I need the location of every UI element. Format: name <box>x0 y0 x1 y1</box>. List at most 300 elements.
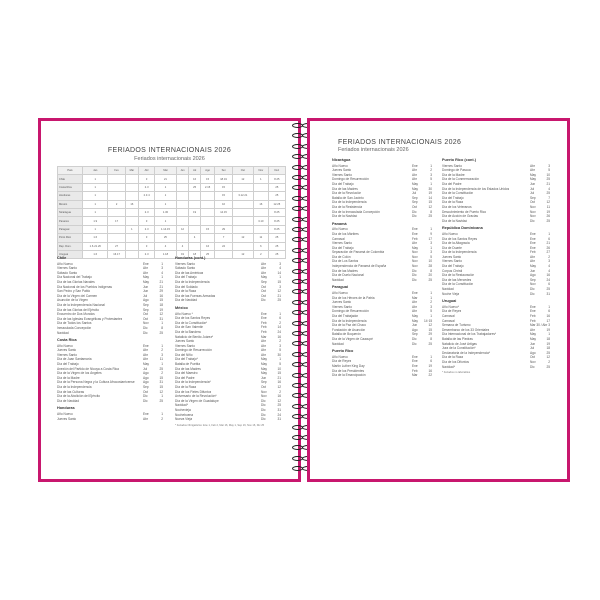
holiday-list-item: Día del Trabajo May 1 <box>332 245 432 250</box>
holiday-list-item: Viernes Santo Abr 3 <box>332 304 432 309</box>
holiday-list-item: Día de Navidad Dic 25 <box>57 398 163 403</box>
holiday-list-item: Noche Vieja Dic 31 <box>442 291 550 296</box>
holiday-list-item: Día de los Mártires Ene 9 <box>332 231 432 236</box>
table-header-cell: Jun <box>176 167 189 175</box>
holiday-days-cell <box>108 175 125 183</box>
country-heading: Uruguai <box>442 299 457 304</box>
holiday-list-item: Día de Reyes Ene 6 <box>332 359 432 364</box>
page-title: FERIADOS INTERNACIONAIS 2026 <box>338 139 462 146</box>
country-heading: Panamá <box>332 221 347 226</box>
country-cell: Nicarágua <box>58 208 83 216</box>
holiday-list-item: Batalla de las Piedras May 18 <box>442 336 550 341</box>
holiday-days-cell: 2·3·4 <box>139 192 155 200</box>
holiday-days-cell: 1 <box>83 200 108 208</box>
holiday-days-cell: 1·6 <box>83 250 108 258</box>
page-subtitle: Feriados internacionais 2026 <box>338 147 409 153</box>
holiday-days-cell: 6 <box>254 242 269 250</box>
holiday-days-cell: 15 <box>215 183 232 191</box>
table-header-cell: Mar <box>125 167 138 175</box>
holiday-list-item: Día del Trabajo May 1 <box>332 181 432 186</box>
holiday-days-cell: 12 <box>232 250 253 258</box>
holiday-list-item: Año Nuevo Ene 1 <box>57 261 163 266</box>
holiday-days-cell <box>108 192 125 200</box>
holiday-days-cell: 1 <box>83 208 108 216</box>
holiday-list-item: Navidad Dic 25 <box>332 341 432 346</box>
country-cell: Chile <box>58 175 83 183</box>
holiday-days-cell: 17 <box>108 217 125 225</box>
holiday-days-cell: 16 <box>254 200 269 208</box>
holiday-list-item: Navidad* Dic 25 <box>175 403 281 408</box>
holiday-list-item: Día de la Independencia de los Estados Unidos Jul 4 <box>442 186 550 191</box>
holiday-list-item: Día de la Navidad Dic 25 <box>332 214 432 219</box>
holiday-list-item: Nochevieja Dic 31 <box>175 408 281 412</box>
holiday-days-cell <box>254 208 269 216</box>
holiday-days-cell: 15 <box>200 225 215 233</box>
table-row <box>58 175 286 183</box>
holiday-days-cell <box>176 217 189 225</box>
holiday-list-item: Sábado Santo Abr 4 <box>175 266 281 271</box>
holiday-days-cell <box>200 200 215 208</box>
holiday-days-cell: 12 <box>176 225 189 233</box>
holiday-list-item: Día de la Virgen de Guadalupe Dic 12 <box>175 398 281 403</box>
holiday-days-cell: 4 <box>155 242 176 250</box>
table-header-cell: Jan <box>83 167 108 175</box>
holiday-list-item: Batalla de Boquerón Sep 29 <box>332 332 432 337</box>
holiday-list-item: Año Nuevo Ene 1 <box>332 354 432 359</box>
holiday-days-cell <box>176 208 189 216</box>
holiday-days-cell: 1 <box>155 192 176 200</box>
country-cell: México <box>58 200 83 208</box>
holiday-list-item: Jura de la Constitución* Jul 18 <box>442 346 550 351</box>
table-row <box>58 225 286 233</box>
holiday-list-item: Día de Juan Santamaría Abr 11 <box>57 357 163 362</box>
holiday-list-item: Día Nacional del Trabajo May 1 <box>57 275 163 280</box>
holiday-list-item: Día de la Raza Oct 12 <box>175 289 281 294</box>
table-header-cell: Mai <box>155 167 176 175</box>
holiday-days-cell: 4 <box>189 234 200 242</box>
holiday-days-cell: 1·6 <box>83 234 108 242</box>
holiday-days-cell <box>108 225 125 233</box>
holiday-list-item: Día de la Inmaculada Concepción Dic 8 <box>332 209 432 214</box>
holiday-days-cell: 21 <box>155 175 176 183</box>
holiday-list-item: Día de las Mercedes Sep 24 <box>442 277 550 282</box>
holiday-list-item: Domingo de Resurrección Abr 5 <box>332 309 432 314</box>
holiday-list-item: Jueves Santo Abr 2 <box>442 254 550 259</box>
holiday-days-cell <box>189 192 200 200</box>
table-row <box>58 200 286 208</box>
holiday-list-item: Natalicio de Benito Juárez* Mar 16 <box>175 334 281 339</box>
holiday-days-cell: 1 <box>125 225 138 233</box>
holiday-list-item: Día de las Madres Dic 8 <box>332 268 432 273</box>
holiday-list-item: Día de la Virgen de los Ángeles Ago 2 <box>57 371 163 376</box>
holiday-list-item: Día de la Independencia Sep 15 <box>175 279 281 284</box>
holiday-list-item: Declaratoria de la Independencia* Ago 25 <box>442 350 550 355</box>
holiday-list-item: Día del Padre Jun 21 <box>442 181 550 186</box>
holiday-days-cell <box>232 217 253 225</box>
holiday-list-item: Día de la Conmemoración May 25 <box>442 177 550 182</box>
holiday-list-item: Día de la Raza Oct 12 <box>175 385 281 390</box>
holiday-days-cell: 16 <box>200 242 215 250</box>
country-heading: Nicarágua <box>332 158 351 162</box>
holiday-days-cell: 25 <box>268 183 285 191</box>
holiday-list-item: Domingo de Resurrección Abr 5 <box>332 177 432 182</box>
holiday-list-item: Día de San Valentín Feb 14 <box>175 325 281 330</box>
holiday-days-cell: 19 <box>189 208 200 216</box>
holiday-days-cell <box>200 234 215 242</box>
holiday-days-cell: 3 <box>139 175 155 183</box>
holiday-days-cell: 3 <box>139 217 155 225</box>
country-cell: Panamá <box>58 217 83 225</box>
holiday-list-item: Año Nuevo Ene 1 <box>332 227 432 232</box>
holiday-list-item: Jueves Santo Abr 2 <box>332 300 432 305</box>
holiday-list-item: Día de la Independencia Feb 27 <box>442 250 550 255</box>
holiday-days-cell <box>139 200 155 208</box>
holiday-days-cell <box>254 225 269 233</box>
holiday-list-item: Día de Duelo Nacional Dic 20 <box>332 273 432 278</box>
holiday-list-item: Natalicio de José Artigas Jun 19 <box>442 341 550 346</box>
holiday-days-cell <box>125 234 138 242</box>
holiday-list-item: Navidad* Dic 25 <box>442 364 550 369</box>
holiday-list-item: Viernes Santo Abr 3 <box>57 266 163 271</box>
holiday-list-item: Día de la Constitución Nov 6 <box>442 282 550 287</box>
holiday-list-item: Día de Todos los Santos Nov 1 <box>57 321 163 326</box>
holiday-list-item: Jueves Santo Abr 2 <box>57 348 163 353</box>
holiday-list-item: Encuentro de Dos Mundos Oct 12 <box>57 312 163 317</box>
holiday-list-item: Carnaval Feb 17 <box>442 318 550 323</box>
holiday-list-item: Día de las Américas Abr 14 <box>175 270 281 275</box>
holiday-days-cell: 1 <box>83 192 108 200</box>
holiday-list-item: Día de los Presidentes Feb 16 <box>332 368 432 373</box>
holiday-days-cell <box>189 200 200 208</box>
holiday-list-item: Día de las Madres May 10 <box>175 366 281 371</box>
holiday-list-item: Día del Maestro May 15 <box>175 371 281 376</box>
holiday-list-item: Batalla de Puebla May 5 <box>175 362 281 367</box>
holiday-list-item: Jueves Santo Abr 2 <box>175 339 281 344</box>
holiday-list-item: Día del Trabajo May 1 <box>175 275 281 280</box>
holiday-list-item: Viernes Santo Abr 3 <box>57 352 163 357</box>
country-cell: Uruguai <box>58 250 83 258</box>
holiday-list-item: Viernes Santo Abr 3 <box>332 241 432 246</box>
table-header-cell: Fev <box>108 167 125 175</box>
holiday-list-item: Viernes Santo Abr 3 <box>442 259 550 264</box>
holiday-days-cell: 18 <box>189 250 200 258</box>
holiday-list-item: Año Nuevo Ene 1 <box>57 412 163 416</box>
holiday-days-cell: 2·3 <box>139 225 155 233</box>
country-heading: Puerto Rico (cont.) <box>442 158 476 162</box>
holiday-list-item: Día de la Independencia Sep 15 <box>332 200 432 205</box>
holiday-days-cell: 1·9 <box>83 217 108 225</box>
country-cell: Costa Rica <box>58 183 83 191</box>
holiday-list-item: Día de la Persona Negra y la Cultura Afrocostarricense Ago 31 <box>57 380 163 385</box>
holiday-days-cell: 27 <box>108 242 125 250</box>
holiday-list-item: Nochebuena Dic 24 <box>175 412 281 417</box>
holiday-list-item: Día de las Glorias del Ejército Sep 19 <box>57 307 163 312</box>
holiday-days-cell: 15 <box>215 192 232 200</box>
holiday-days-cell: 25 <box>268 250 285 258</box>
holiday-days-cell: 1 <box>83 225 108 233</box>
holiday-days-cell <box>232 242 253 250</box>
holiday-list-item: Sábado Santo Abr 4 <box>57 270 163 275</box>
holiday-list-item: Descubrimiento de Puerto Rico Nov 19 <box>442 209 550 214</box>
holiday-days-cell: 1 <box>83 183 108 191</box>
holiday-list-item: Día del Soldado Oct 3 <box>175 284 281 289</box>
holiday-list-item: Día de la Virgen del Carmen Jul 16 <box>57 293 163 298</box>
country-heading: República Dominicana <box>442 226 483 231</box>
holiday-list-item: Día de Los Santos Nov 10 <box>332 259 432 264</box>
holiday-list-item: Año Nuevo* Ene 1 <box>442 304 550 309</box>
holiday-days-cell: 29 <box>215 225 232 233</box>
holiday-days-cell: 8·25 <box>268 208 285 216</box>
holiday-days-cell <box>125 183 138 191</box>
holiday-days-cell: 25 <box>268 234 285 242</box>
country-cell: Paraguai <box>58 225 83 233</box>
holiday-list-item: Día de los Santos Reyes Ene 6 <box>442 236 550 241</box>
country-heading: Honduras (cont.) <box>175 256 206 260</box>
holiday-list-item: Día de la Resistencia Oct 12 <box>332 204 432 209</box>
holiday-list-item: Jueves Santo Abr 2 <box>57 416 163 421</box>
holiday-days-cell: 15 <box>200 175 215 183</box>
holiday-list-item: Navidad Dic 25 <box>442 287 550 292</box>
holiday-list-item: Día de los Difuntos Nov 2 <box>442 359 550 364</box>
holiday-list-item: Separación de Panamá de Colombia Nov 3 <box>332 250 432 255</box>
holiday-days-cell: 2 <box>108 200 125 208</box>
table-header-cell: Ago <box>200 167 215 175</box>
holiday-list-item: Día del Trabajo Sep 7 <box>442 195 550 200</box>
holiday-days-cell <box>232 208 253 216</box>
holiday-list-item: Día de la Independencia May 14·15 <box>332 318 433 323</box>
holiday-list-item: Nueva Vieja Dic 31 <box>175 417 281 422</box>
holiday-list-item: Anexión del Partido de Nicoya a Costa Rica Jul 25 <box>57 366 163 371</box>
holiday-list-item: Asunción de la Virgen Ago 15 <box>57 298 163 303</box>
holiday-list-item: Día de Navidad Dic 25 <box>175 298 281 303</box>
holiday-list-item: Año Nuevo Ene 1 <box>332 163 432 168</box>
holiday-days-cell <box>176 200 189 208</box>
holiday-list-item: Día de la Emancipación Mar 22 <box>332 373 432 378</box>
holiday-list-item: Día de la Independencia Sep 15 <box>57 385 163 390</box>
holiday-days-cell: 16 <box>189 175 200 183</box>
holiday-list-item: Viernes Santo Abr 3 <box>332 172 432 177</box>
holiday-days-cell: 18·19 <box>215 175 232 183</box>
holiday-list-item: Día de los Héroes de la Patria Mar 1 <box>332 295 432 300</box>
holiday-days-cell: 1 <box>83 175 108 183</box>
page-title: FERIADOS INTERNACIONAIS 2026 <box>107 147 232 154</box>
holiday-list-item: Año Nuevo Ene 1 <box>442 231 550 236</box>
holiday-days-cell <box>125 217 138 225</box>
holiday-column-left-b <box>175 253 281 428</box>
holiday-column-right-b <box>442 155 550 376</box>
table-header-cell: Out <box>232 167 253 175</box>
holiday-days-cell: 4 <box>176 242 189 250</box>
holiday-days-cell <box>215 217 232 225</box>
holiday-days-cell: 8·25 <box>268 225 285 233</box>
holiday-list-item: Día de la Raza Oct 12 <box>442 200 550 205</box>
holiday-days-cell: 1·30 <box>155 208 176 216</box>
holiday-list-item: Día del Trabajador May 1 <box>332 314 432 318</box>
holiday-days-cell: 24 <box>215 242 232 250</box>
holiday-days-cell: 2·3 <box>139 208 155 216</box>
holiday-list-item: Día de los Fieles Difuntos Nov 2 <box>175 389 281 394</box>
holiday-list-item: Viernes Santo Abr 3 <box>175 261 281 266</box>
table-row <box>58 183 286 191</box>
holiday-days-cell: 12 <box>232 234 253 242</box>
holiday-days-cell: 2·15 <box>200 183 215 191</box>
holiday-list-item: Viernes Santo Abr 3 <box>175 343 281 348</box>
holiday-list-item: Día de los Veteranos Nov 11 <box>442 204 550 209</box>
holiday-list-item: Inmaculada Concepción Dic 8 <box>57 325 163 330</box>
table-row <box>58 234 286 242</box>
holiday-list-item: Día de la Raza Oct 12 <box>442 355 550 360</box>
table-row <box>58 217 286 225</box>
holiday-days-cell <box>176 192 189 200</box>
holiday-days-cell <box>200 217 215 225</box>
holiday-days-cell <box>254 192 269 200</box>
holiday-list-item: Independencia de Panamá de España Nov 28 <box>332 264 432 269</box>
holiday-column-right-a <box>332 155 432 378</box>
holiday-list-item: Día de Colón Nov 5 <box>332 254 432 259</box>
holiday-days-cell: 1·18 <box>155 250 176 258</box>
holiday-list-item: Día de la Navidad Dic 25 <box>442 218 550 223</box>
holiday-days-cell <box>125 175 138 183</box>
holiday-days-cell: 12·25 <box>268 200 285 208</box>
holiday-days-cell <box>176 183 189 191</box>
holiday-list-item: Día de los Santos Reyes Ene 6 <box>175 316 281 321</box>
country-cell: Porto Rico <box>58 234 83 242</box>
holiday-list-item: Día de la Altagracia Ene 21 <box>442 241 550 246</box>
holiday-days-cell: 8·25 <box>268 217 285 225</box>
holiday-days-cell <box>108 183 125 191</box>
holiday-list-item: Domingo de Resurrección Abr 5 <box>175 348 281 353</box>
holiday-list-item: Día de la Restauración Ago 16 <box>442 273 550 278</box>
holiday-list-item: Día del Trabajo* May 1 <box>175 357 281 362</box>
country-heading: Chile <box>57 256 67 260</box>
holiday-list-item: Día de la Abolición del Ejército Dic 1 <box>57 394 163 399</box>
holiday-list-item: Día de la Independencia Nacional Sep 18 <box>57 302 163 307</box>
holiday-list-item: Día de Reyes Ene 6 <box>442 309 550 314</box>
holiday-days-cell: 2·3 <box>139 250 155 258</box>
holiday-days-cell: 16 <box>215 200 232 208</box>
holiday-list-item: Día del Trabajo May 1 <box>57 362 163 367</box>
table-row <box>58 242 286 250</box>
holiday-days-cell <box>189 217 200 225</box>
table-header-cell: Dez <box>268 167 285 175</box>
table-header-cell: Abr <box>139 167 155 175</box>
holiday-days-cell: 7 <box>215 234 232 242</box>
holiday-days-cell <box>176 175 189 183</box>
holiday-list-item: Día de las Iglesias Evangélicas y Protestantes Oct 31 <box>57 316 163 321</box>
holiday-days-cell: 1 <box>155 217 176 225</box>
holiday-days-cell: 1 <box>254 175 269 183</box>
holiday-list-item: Navidad Dic 25 <box>332 277 432 282</box>
holiday-list-item: Día del Trabajo May 4 <box>442 264 550 269</box>
right-planner-page <box>307 118 570 482</box>
holiday-days-cell <box>125 208 138 216</box>
holiday-list-item: Desembarco de los 33 Orientales Abr 19 <box>442 327 550 332</box>
holiday-list-item: Año Nuevo * Ene 1 <box>175 311 281 316</box>
holiday-list-item: Día de la Bandera Feb 24 <box>175 329 281 334</box>
country-heading: Honduras <box>57 406 75 411</box>
holiday-list-item: Día de la Constitución Jul 25 <box>442 191 550 196</box>
holiday-days-cell: 11 <box>254 234 269 242</box>
holiday-list-item: Año Nuevo Ene 1 <box>57 343 163 348</box>
holiday-list-item: Día del Niño Abr 30 <box>175 352 281 357</box>
holiday-list-item: Día del Padre Jun 21 <box>175 375 281 380</box>
table-header-cell: Jul <box>189 167 200 175</box>
holiday-list-item: Día de Duarte Ene 26 <box>442 245 550 250</box>
holiday-list-item: Viernes Santo Abr 3 <box>442 163 550 168</box>
holiday-days-cell <box>108 208 125 216</box>
holiday-days-cell: 19 <box>176 250 189 258</box>
country-cell: Rep. Dom. <box>58 242 83 250</box>
holiday-days-cell: 3·12·21 <box>232 192 253 200</box>
holiday-days-cell: 1 <box>155 200 176 208</box>
holiday-list-item: Día de la Virgen de Caacupé Dic 8 <box>332 336 432 341</box>
holiday-list-item: Día de la Paz del Chaco Jun 12 <box>332 323 432 328</box>
table-header-cell: Set <box>215 167 232 175</box>
holiday-days-cell <box>232 183 253 191</box>
table-row <box>58 208 286 216</box>
holiday-list-item: Día de las Glorias Navales May 21 <box>57 279 163 284</box>
holiday-days-cell: 3 <box>139 242 155 250</box>
holiday-days-cell: 25 <box>200 250 215 258</box>
holiday-list-item: Batalla de San Jacinto Sep 14 <box>332 195 432 200</box>
holiday-list-item: Día de la Independencia* Sep 16 <box>175 380 281 385</box>
holiday-days-cell <box>232 225 253 233</box>
holiday-days-cell: 3·10 <box>254 217 269 225</box>
holiday-list-item: Día de las Madres May 30 <box>332 186 432 191</box>
holiday-list-item: Día de Acción de Gracias Nov 26 <box>442 214 550 219</box>
holiday-days-cell: 3 <box>139 234 155 242</box>
footnote: * Feriados Obrigatórios: Ene 1, Feb 2, Mar 16, May 1, Sep 16, Nov 16, Dic 25 <box>175 423 265 427</box>
holiday-days-cell: 16 <box>125 200 138 208</box>
holiday-list-item: Día Internacional de los Trabajadores* May 1 <box>442 332 550 337</box>
holiday-days-cell <box>200 208 215 216</box>
holiday-days-cell <box>189 242 200 250</box>
holiday-list-item: Carnaval Feb 16 <box>442 314 550 318</box>
holiday-days-cell: 12 <box>232 175 253 183</box>
holiday-list-item: San Pedro y San Pablo Jun 29 <box>57 289 163 294</box>
page-subtitle: Feriados internacionais 2026 <box>134 156 205 162</box>
country-heading: Puerto Rico <box>332 349 354 354</box>
holiday-list-item: Día de las Fuerzas Armadas Oct 21 <box>175 293 281 298</box>
holiday-days-cell <box>232 200 253 208</box>
holiday-days-cell: 25 <box>268 192 285 200</box>
footnote: * Feriados no laborables <box>442 371 471 375</box>
holiday-days-cell: 25 <box>189 183 200 191</box>
holiday-days-cell <box>189 225 200 233</box>
holiday-column-left-a <box>57 253 163 421</box>
holiday-list-item: Día de la Madre May 10 <box>442 172 550 177</box>
country-heading: México <box>175 305 188 310</box>
holiday-list-item: Jueves Santo Abr 2 <box>332 168 432 173</box>
holiday-list-item: Domingo de Pascua Abr 5 <box>442 168 550 173</box>
country-heading: Costa Rica <box>57 338 77 343</box>
holiday-list-item: Año Nuevo Ene 1 <box>332 291 432 296</box>
holiday-days-cell <box>125 242 138 250</box>
holiday-days-cell: 8·25 <box>268 175 285 183</box>
holiday-list-item: Fundación de Asunción Ago 15 <box>332 327 432 332</box>
holiday-list-item: Navidad Dic 25 <box>57 330 163 335</box>
holiday-days-cell: 1·14·15 <box>155 225 176 233</box>
holiday-days-cell <box>200 192 215 200</box>
holiday-days-cell: 2·3 <box>139 183 155 191</box>
holiday-list-item: Corpus Christi Jun 4 <box>442 268 550 273</box>
country-cell: Honduras <box>58 192 83 200</box>
holiday-days-cell: 14·15 <box>215 208 232 216</box>
holiday-grid-table <box>57 166 286 259</box>
holiday-days-cell: 2 <box>254 250 269 258</box>
holiday-list-item: Aniversario de la Revolución* Nov 16 <box>175 394 281 399</box>
holiday-list-item: Día de las Culturas Oct 12 <box>57 389 163 394</box>
